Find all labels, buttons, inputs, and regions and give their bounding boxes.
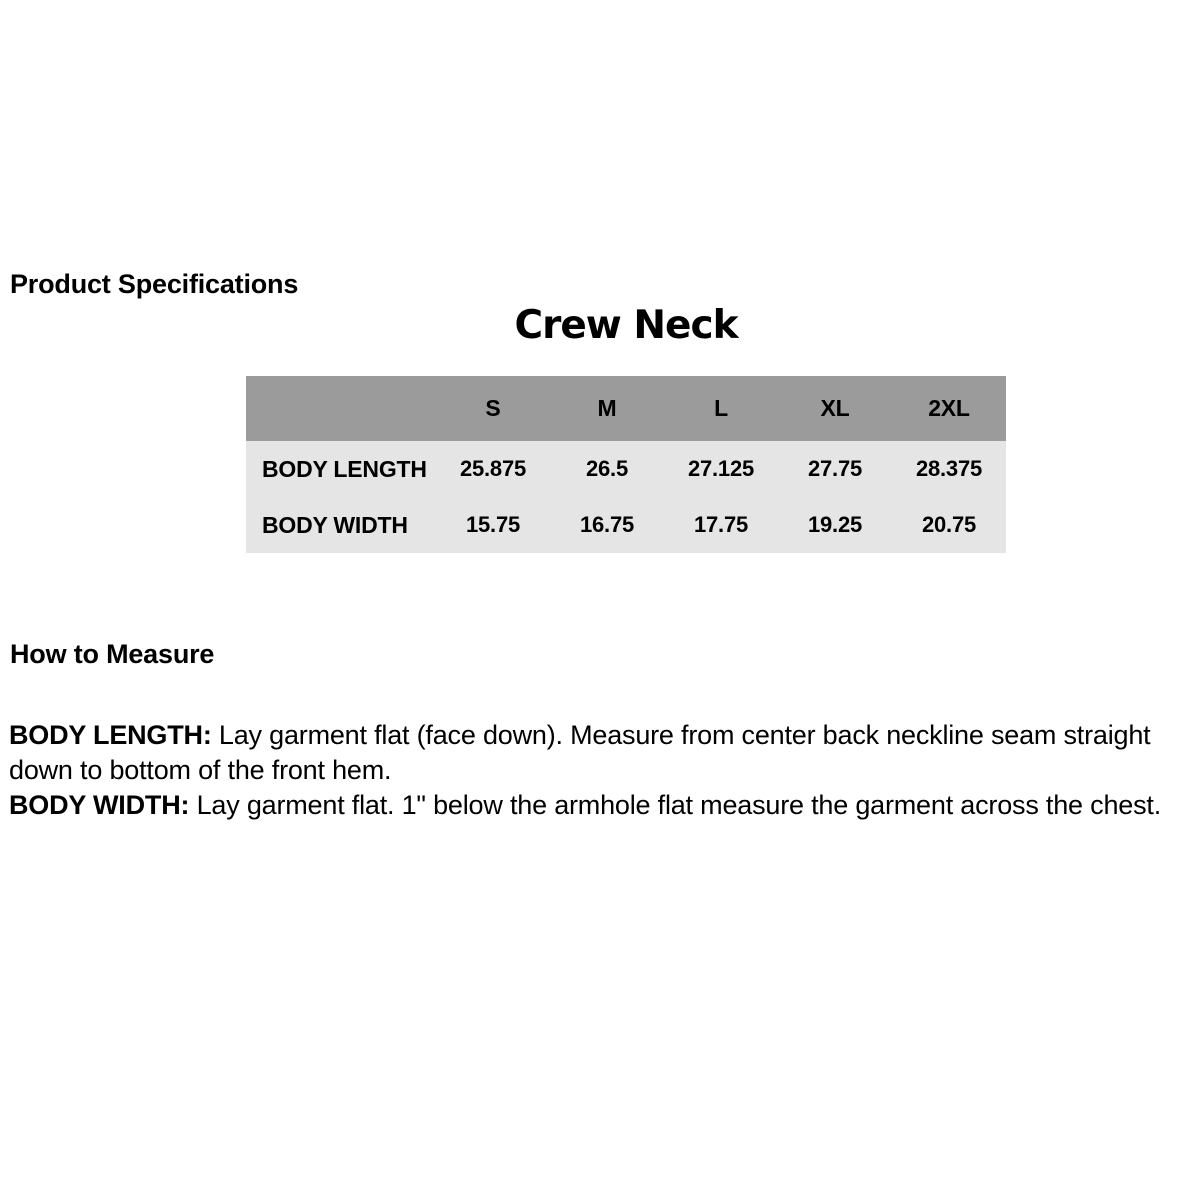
- size-chart-title: Crew Neck: [514, 303, 738, 348]
- body-length-s: 25.875: [459, 456, 527, 481]
- body-width-m: 16.75: [579, 512, 635, 537]
- body-width-instruction: [9, 788, 1195, 823]
- column-header-l: L: [714, 395, 728, 421]
- body-length-xl: 27.75: [807, 456, 863, 481]
- how-to-measure-heading: How to Measure: [10, 639, 215, 669]
- row-label: BODY WIDTH: [262, 511, 408, 538]
- table-row-body-width: [246, 497, 1006, 553]
- column-header-m: M: [597, 395, 617, 421]
- body-length-instruction: [9, 718, 1195, 788]
- body-length-2xl: 28.375: [915, 456, 983, 481]
- body-length-m: 26.5: [585, 456, 629, 481]
- size-chart-header-row: [246, 376, 1006, 441]
- body-width-text: Lay garment flat. 1" below the armhole flat measure the garment across the chest.: [196, 790, 1161, 820]
- row-label: BODY LENGTH: [262, 455, 427, 482]
- body-width-l: 17.75: [693, 512, 749, 537]
- measuring-instructions: [9, 718, 1195, 823]
- body-width-term: BODY WIDTH:: [9, 790, 190, 820]
- product-specifications-heading: Product Specifications: [10, 269, 299, 299]
- table-row-body-length: [246, 441, 1006, 497]
- column-header-xl: XL: [820, 395, 850, 421]
- body-length-text: Lay garment flat (face down). Measure from center back neckline seam straight down to bottom of the front hem.: [9, 720, 1151, 785]
- body-width-2xl: 20.75: [921, 512, 977, 537]
- column-header-s: S: [485, 395, 501, 421]
- body-width-xl: 19.25: [807, 512, 863, 537]
- body-length-l: 27.125: [687, 456, 755, 481]
- body-length-term: BODY LENGTH:: [9, 720, 212, 750]
- size-chart-table: [246, 376, 1006, 553]
- body-width-s: 15.75: [465, 512, 521, 537]
- column-header-2xl: 2XL: [928, 395, 970, 421]
